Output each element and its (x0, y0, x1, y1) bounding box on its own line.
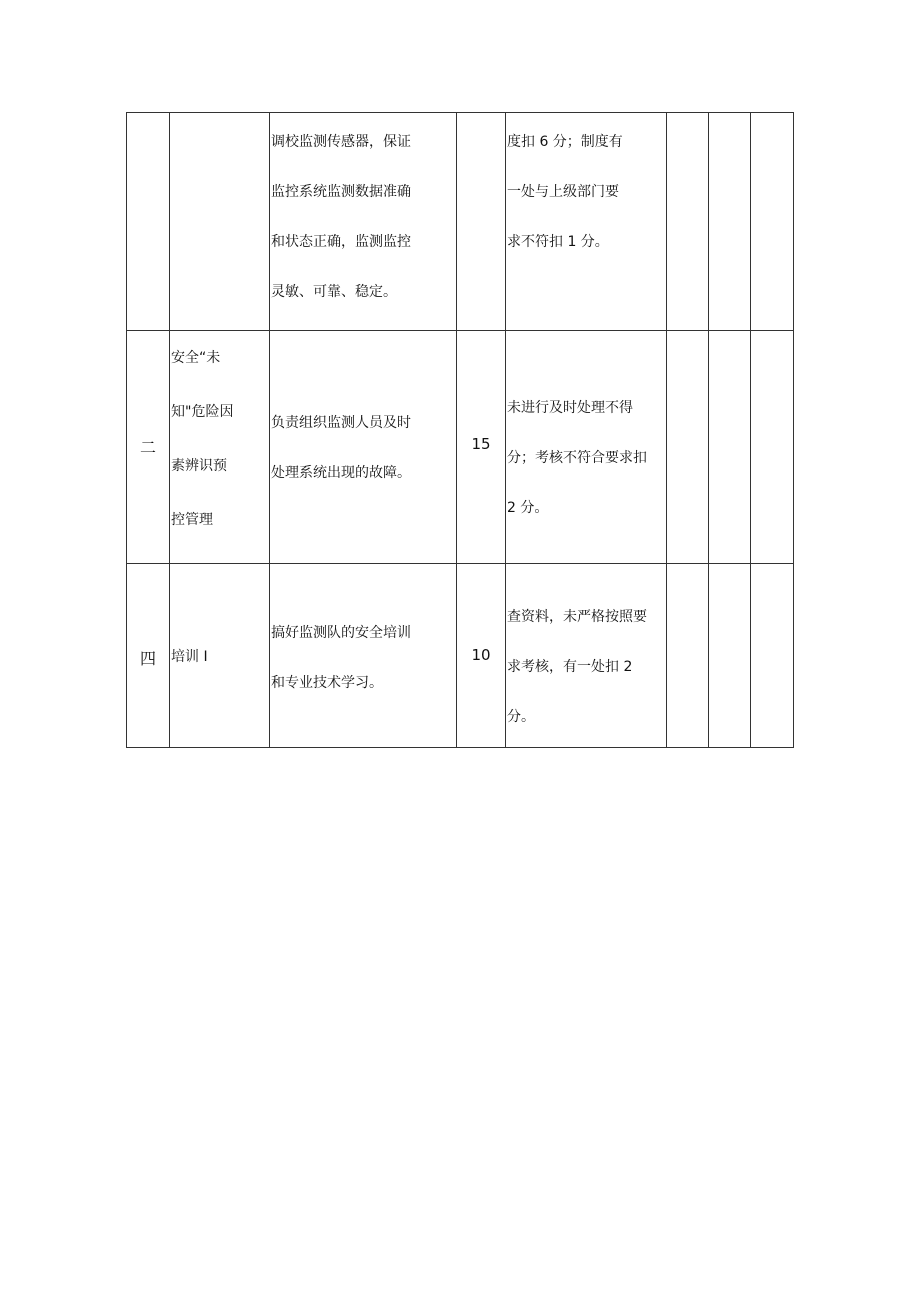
criteria-line: 查资料，未严格按照要 (507, 609, 647, 625)
content-line: 搞好监测队的安全培训 (271, 625, 411, 641)
score-cell (457, 564, 506, 748)
table-row (127, 564, 794, 748)
seq-cell (127, 564, 170, 748)
content-line: 和状态正确，监测监控 (271, 234, 411, 250)
criteria-line: 度扣 6 分；制度有 (507, 134, 623, 150)
score-value: 15 (471, 435, 491, 453)
evaluation-table (126, 112, 794, 748)
item-line: 安全“未 (171, 350, 221, 366)
criteria-cell (506, 564, 667, 748)
blank-cell (667, 331, 709, 564)
seq-cell (127, 331, 170, 564)
content-line: 监控系统监测数据准确 (271, 184, 411, 200)
blank-cell (709, 113, 751, 331)
blank-cell (751, 564, 794, 748)
score-cell (457, 331, 506, 564)
item-cell (170, 564, 270, 748)
seq-number: 四 (139, 649, 156, 668)
blank-cell (751, 331, 794, 564)
content-line: 和专业技术学习。 (271, 675, 383, 691)
blank-cell (709, 331, 751, 564)
item-line: 控管理 (171, 512, 213, 528)
table-row (127, 331, 794, 564)
blank-cell (709, 564, 751, 748)
item-cell (170, 113, 270, 331)
seq-cell (127, 113, 170, 331)
criteria-line: 分；考核不符合要求扣 (507, 450, 647, 466)
content-cell (270, 113, 457, 331)
blank-cell (667, 564, 709, 748)
content-line: 灵敏、可靠、稳定。 (271, 284, 397, 300)
item-line: 素辨识预 (171, 458, 227, 474)
criteria-line: 分。 (507, 709, 535, 725)
criteria-line: 2 分。 (507, 500, 549, 516)
content-cell (270, 331, 457, 564)
table-row (127, 113, 794, 331)
criteria-line: 未进行及时处理不得 (507, 400, 633, 416)
content-line: 负责组织监测人员及时 (271, 415, 411, 431)
content-line: 处理系统出现的故障。 (271, 465, 411, 481)
criteria-cell (506, 331, 667, 564)
item-cell (170, 331, 270, 564)
score-cell (457, 113, 506, 331)
criteria-line: 求不符扣 1 分。 (507, 234, 609, 250)
criteria-cell (506, 113, 667, 331)
criteria-line: 求考核，有一处扣 2 (507, 659, 633, 675)
item-line: 知"危险因 (171, 404, 234, 420)
content-cell (270, 564, 457, 748)
score-value: 10 (471, 646, 491, 664)
blank-cell (667, 113, 709, 331)
seq-number: 二 (139, 438, 156, 457)
criteria-line: 一处与上级部门要 (507, 184, 619, 200)
content-line: 调校监测传感器，保证 (271, 134, 411, 150)
item-line: 培训 I (171, 649, 208, 665)
blank-cell (751, 113, 794, 331)
